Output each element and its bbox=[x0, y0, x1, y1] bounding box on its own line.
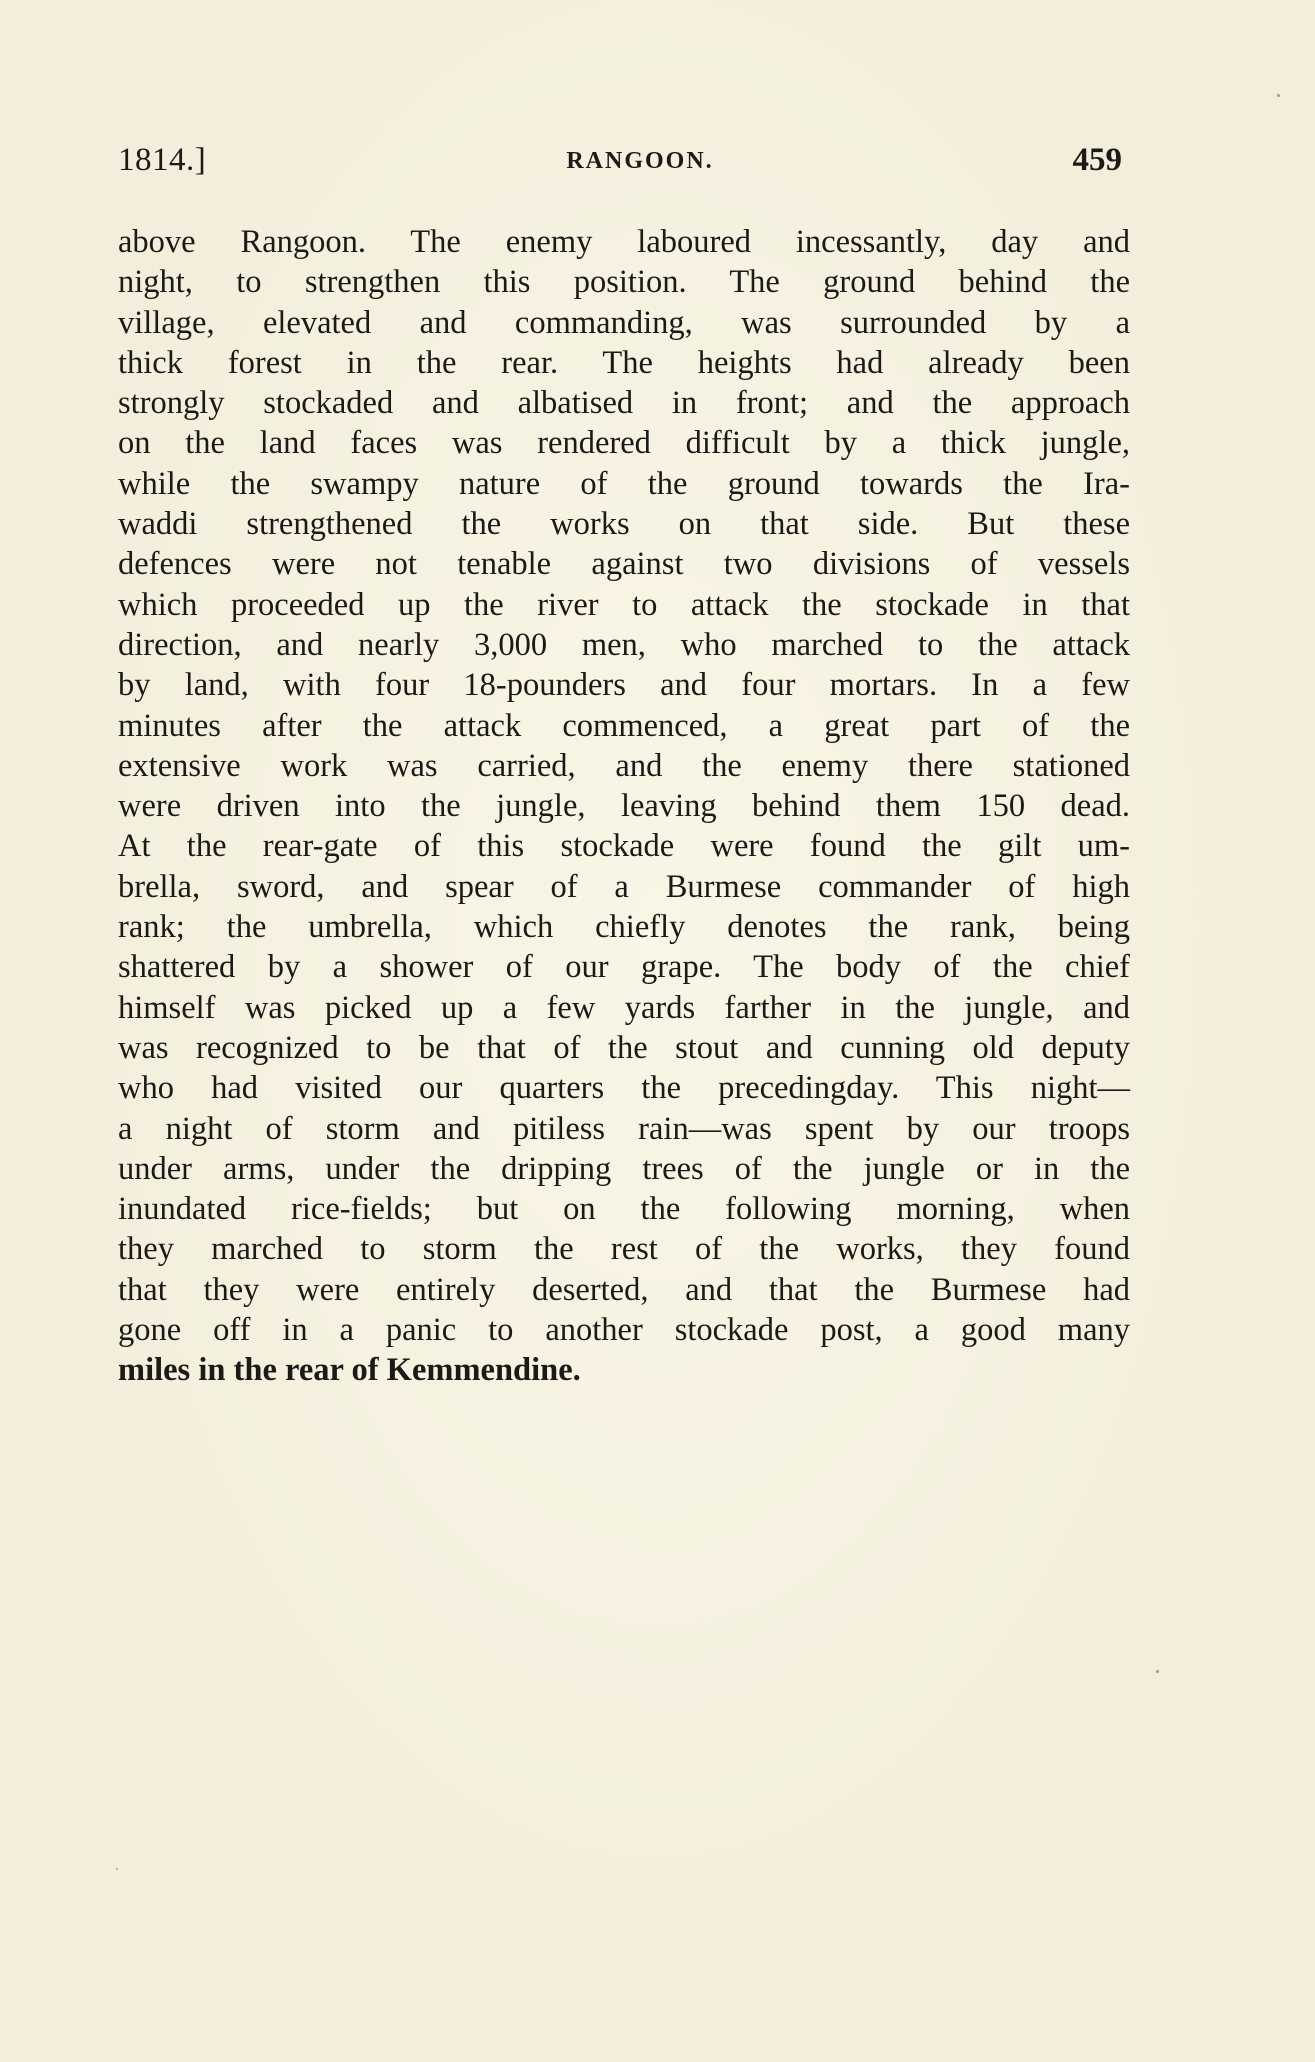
text-line: above Rangoon. The enemy laboured incessantly, day and bbox=[118, 224, 1130, 260]
text-line: by land, with four 18-pounders and four mortars. In a few bbox=[118, 667, 1130, 704]
text-line: was recognized to be that of the stout and cunning old deputy bbox=[118, 1029, 1130, 1066]
paper-speck bbox=[1156, 1670, 1159, 1673]
text-line: defences were not tenable against two divisions of vessels bbox=[118, 546, 1130, 583]
paper-speck bbox=[1277, 94, 1280, 97]
text-line: minutes after the attack commenced, a great part of the bbox=[118, 707, 1130, 744]
text-line: under arms, under the dripping trees of the jungle or in the bbox=[118, 1150, 1130, 1187]
text-line: inundated rice-fields; but on the following morning, when bbox=[118, 1191, 1130, 1228]
text-line: miles in the rear of Kemmendine. bbox=[118, 1352, 581, 1389]
running-date: 1814.] bbox=[118, 142, 207, 178]
text-line: brella, sword, and spear of a Burmese commander of high bbox=[118, 868, 1130, 905]
text-line: on the land faces was rendered difficult by a thick jungle, bbox=[118, 425, 1130, 462]
running-header bbox=[118, 142, 1122, 182]
paper-speck bbox=[116, 1868, 118, 1870]
text-line: thick forest in the rear. The heights had already been bbox=[118, 344, 1130, 381]
text-line: which proceeded up the river to attack the stockade in that bbox=[118, 586, 1130, 623]
text-line: gone off in a panic to another stockade post, a good many bbox=[118, 1312, 1130, 1349]
text-line: a night of storm and pitiless rain—was spent by our troops bbox=[118, 1110, 1130, 1147]
body-text bbox=[118, 222, 1130, 1391]
text-line: waddi strengthened the works on that side. But these bbox=[118, 506, 1130, 543]
text-line: that they were entirely deserted, and that the Burmese had bbox=[118, 1271, 1130, 1308]
text-line: direction, and nearly 3,000 men, who marched to the attack bbox=[118, 626, 1130, 663]
text-line: rank; the umbrella, which chiefly denotes the rank, being bbox=[118, 909, 1130, 946]
text-line: village, elevated and commanding, was surrounded by a bbox=[118, 304, 1130, 341]
text-line: who had visited our quarters the precedingday. This night— bbox=[118, 1070, 1130, 1107]
page-number: 459 bbox=[1072, 142, 1122, 178]
text-line: strongly stockaded and albatised in front; and the approach bbox=[118, 385, 1130, 422]
text-line: they marched to storm the rest of the works, they found bbox=[118, 1231, 1130, 1268]
text-line: extensive work was carried, and the enemy there stationed bbox=[118, 747, 1130, 784]
text-line: were driven into the jungle, leaving behind them 150 dead. bbox=[118, 788, 1130, 825]
text-line: while the swampy nature of the ground towards the Ira- bbox=[118, 465, 1130, 502]
text-line: himself was picked up a few yards farther in the jungle, and bbox=[118, 989, 1130, 1026]
running-title: RANGOON. bbox=[566, 148, 714, 174]
text-line: At the rear-gate of this stockade were found the gilt um- bbox=[118, 828, 1130, 865]
text-line: shattered by a shower of our grape. The body of the chief bbox=[118, 949, 1130, 986]
text-line: night, to strengthen this position. The ground behind the bbox=[118, 264, 1130, 301]
